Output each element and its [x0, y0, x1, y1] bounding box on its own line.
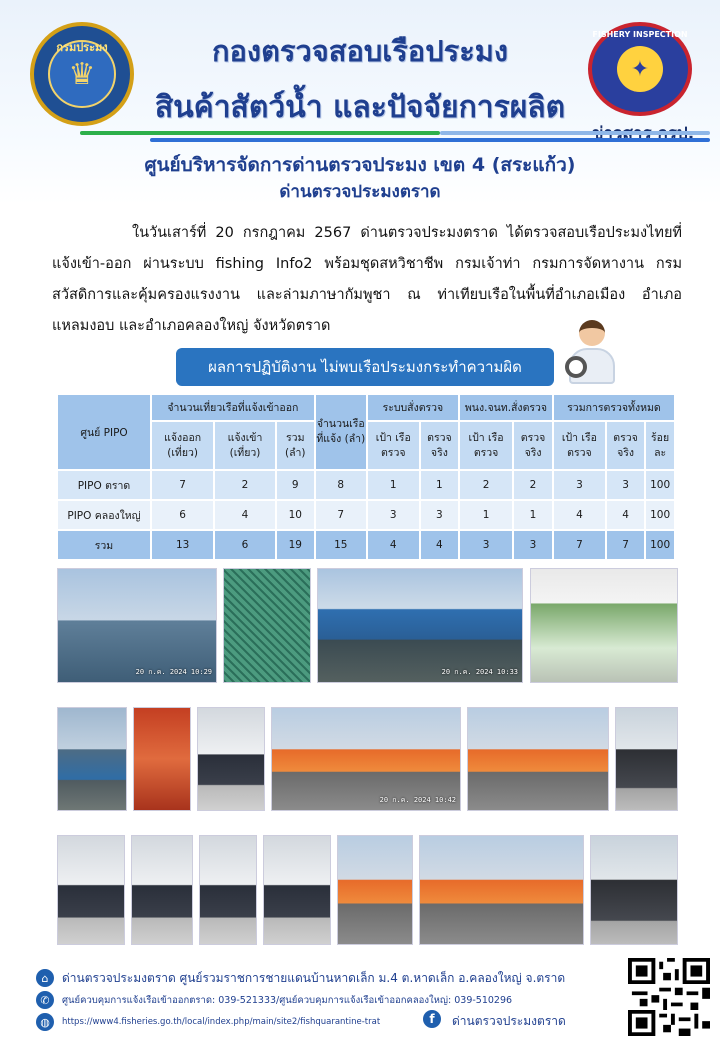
table-cell: 1	[529, 509, 537, 521]
result-banner: ผลการปฏิบัติงาน ไม่พบเรือประมงกระทำความผิด	[176, 348, 554, 386]
table-cell: 4	[241, 509, 249, 521]
home-icon: ⌂	[36, 969, 54, 987]
logo-right-text: FISHERY INSPECTION	[592, 30, 688, 39]
photo-boat-inspection	[317, 568, 523, 683]
footer-phone: ✆ ศูนย์ควบคุมการแจ้งเรือเข้าออกตราด: 039-521333/ศูนย์ควบคุมการแจ้งเรือเข้าออกคลองใหญ่: 039-510296	[36, 990, 512, 1010]
logo-left-text: กรมประมง	[56, 41, 108, 54]
header-boats: จำนวนเรือที่แจ้ง (ลำ)	[316, 395, 366, 469]
photo-timestamp: 20 ก.ค. 2024 10:29	[135, 668, 212, 676]
table-cell: 10	[288, 509, 302, 521]
table-cell: 100	[650, 479, 671, 491]
row-name: รวม	[94, 539, 114, 552]
inspector-icon	[565, 320, 621, 386]
photo-paperwork	[131, 835, 193, 945]
emblem-icon: ♛	[48, 40, 116, 108]
photo-fish-hold	[133, 707, 191, 811]
table-cell: 15	[334, 539, 348, 551]
table-row-total	[58, 531, 674, 559]
footer-address: ⌂ ด่านตรวจประมงตราด ศูนย์รวมราชการชายแดนบ้านหาดเล็ก ม.4 ต.หาดเล็ก อ.คลองใหญ่ จ.ตราด	[36, 968, 565, 988]
photo-timestamp: 20 ก.ค. 2024 10:33	[441, 668, 518, 676]
table-cell: 7	[576, 539, 583, 551]
table-cell: 9	[291, 479, 299, 491]
department-of-fisheries-logo	[30, 22, 134, 126]
website-link[interactable]: https://www4.fisheries.go.th/local/index.php/main/site2/fishquarantine-trat	[62, 1017, 381, 1027]
table-cell: 4	[436, 539, 443, 551]
photo-officers-vehicle	[615, 707, 678, 811]
header-trips: จำนวนเที่ยวเรือที่แจ้งเข้าออก	[152, 395, 314, 420]
fish-icon: ✦	[617, 46, 663, 92]
sub-officer-target: เป้า เรือตรวจ	[460, 422, 512, 469]
sub-total-target: เป้า เรือตรวจ	[554, 422, 605, 469]
photo-officer-signing	[263, 835, 331, 945]
table-cell: 7	[622, 539, 629, 551]
table-cell: 100	[650, 539, 671, 551]
table-cell: 3	[482, 539, 490, 551]
magnifier-icon	[565, 356, 587, 378]
header-officer: พนง.จนท.สั่งตรวจ	[460, 395, 552, 420]
table-cell: 8	[337, 479, 345, 491]
sub-system-actual: ตรวจจริง	[421, 422, 458, 469]
table-row	[58, 471, 674, 499]
sub-percent: ร้อยละ	[646, 422, 674, 469]
paragraph-text: ในวันเสาร์ที่ 20 กรกฎาคม 2567 ด่านตรวจประมงตราด ได้ตรวจสอบเรือประมงไทยที่แจ้งเข้า-ออก ผ่านระบบ fishing Info2 พร้อมชุดสหวิชาชีพ กรมเจ้าท่า กรมการจัดหางาน กรมสวัสดิการและคุ้มครองแรงงาน และล่ามภาษากัมพูชา ณ ท่าเทียบเรือในพื้นที่อำเภอเมือง อำเภอแหลมงอบ และอำเภอคลองใหญ่ จังหวัดตราด	[52, 225, 682, 334]
table-cell: 19	[288, 539, 302, 551]
divider-green	[80, 131, 440, 135]
table-cell: 100	[650, 509, 671, 521]
globe-icon: ◍	[36, 1013, 54, 1031]
facebook-icon: f	[423, 1010, 441, 1028]
table-cell: 2	[482, 479, 490, 491]
photo-document-check	[197, 707, 265, 811]
photo-catch-crate	[530, 568, 678, 683]
header-total: รวมการตรวจทั้งหมด	[554, 395, 674, 420]
fishery-inspection-logo	[588, 22, 692, 116]
photo-crew-lineup	[271, 707, 461, 811]
header-center: ศูนย์ PIPO	[58, 395, 150, 469]
row-name: PIPO ตราด	[77, 479, 131, 492]
sub-out: แจ้งออก (เที่ยว)	[152, 422, 213, 469]
sub-officer-actual: ตรวจจริง	[514, 422, 552, 469]
checkpoint-title: ด่านตรวจประมงตราด	[279, 182, 441, 202]
table-cell: 4	[576, 509, 583, 521]
table-cell: 1	[436, 479, 443, 491]
photo-harbor	[57, 707, 127, 811]
table-cell: 3	[389, 509, 397, 521]
table-cell: 3	[436, 509, 443, 521]
table-cell: 1	[482, 509, 490, 521]
photo-crew-group	[467, 707, 609, 811]
facebook-page-link[interactable]: ด่านตรวจประมงตราด	[452, 1014, 566, 1028]
table-cell: 6	[179, 509, 186, 521]
photo-officer-review	[199, 835, 257, 945]
page-title-line2: สินค้าสัตว์น้ำ และปัจจัยการผลิต	[154, 90, 566, 125]
divider-light	[440, 131, 710, 135]
table-cell: 3	[622, 479, 629, 491]
table-cell: 2	[529, 479, 537, 491]
table-cell: 3	[529, 539, 537, 551]
table-cell: 13	[175, 539, 190, 551]
photo-timestamp: 20 ก.ค. 2024 10:42	[379, 796, 456, 804]
qr-code	[628, 958, 710, 1036]
sub-sum: รวม (ลำ)	[277, 422, 314, 469]
table-cell: 4	[389, 539, 397, 551]
header-system: ระบบสั่งตรวจ	[368, 395, 458, 420]
results-table	[56, 393, 676, 561]
photo-fishing-net	[223, 568, 311, 683]
footer-website[interactable]	[36, 1012, 380, 1032]
row-name: PIPO คลองใหญ่	[67, 509, 141, 522]
photo-crew-verification	[419, 835, 584, 945]
photo-boat-pier	[57, 568, 217, 683]
table-row	[58, 501, 674, 529]
sub-system-target: เป้า เรือตรวจ	[368, 422, 419, 469]
table-cell: 7	[179, 479, 186, 491]
divider-blue	[150, 138, 710, 142]
photo-form-writing	[57, 835, 125, 945]
table-cell: 2	[241, 479, 249, 491]
center-title: ศูนย์บริหารจัดการด่านตรวจประมง เขต 4 (สระแก้ว)	[144, 154, 576, 176]
table-cell: 3	[576, 479, 583, 491]
photo-crew-check	[337, 835, 413, 945]
table-cell: 7	[337, 509, 345, 521]
photo-vehicle-inspection	[590, 835, 678, 945]
table-cell: 6	[241, 539, 249, 551]
table-cell: 1	[389, 479, 397, 491]
table-cell: 4	[622, 509, 629, 521]
sub-total-actual: ตรวจจริง	[607, 422, 644, 469]
phone-icon: ✆	[36, 991, 54, 1009]
page-title: กองตรวจสอบเรือประมง	[211, 34, 509, 68]
sub-in: แจ้งเข้า (เที่ยว)	[215, 422, 275, 469]
